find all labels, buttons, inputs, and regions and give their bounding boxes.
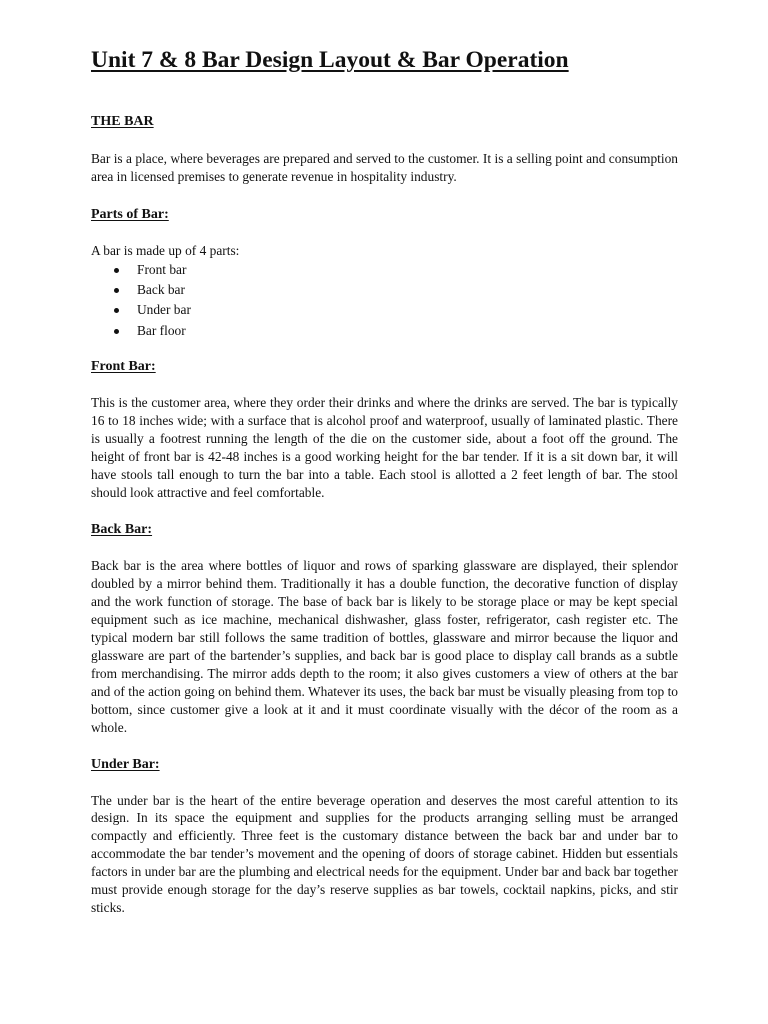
heading-under-bar: Under Bar: [91, 756, 160, 772]
bullet-icon [114, 329, 119, 334]
document-page [91, 44, 678, 917]
parts-list [91, 260, 678, 341]
paragraph-front-bar: This is the customer area, where they order their drinks and where the drinks are served. The bar is typically 16 to 18 inches wide; with a surface that is alcohol proof and waterproof, usually of laminated plastic. There is usually a footrest running the length of the die on the customer side, about a foot off the ground. The height of front bar is 42-48 inches is a good working height for the bar tender. If it is a sit down bar, it will have stools tall enough to turn the bar into a table. Each stool is allotted a 2 feet length of bar. The stool should look attractive and feel comfortable. [91, 395, 678, 500]
heading-the-bar: THE BAR [91, 114, 154, 129]
list-item-label: Under bar [137, 302, 191, 318]
document-title: Unit 7 & 8 Bar Design Layout & Bar Operation [91, 47, 569, 73]
bullet-icon [114, 288, 119, 293]
list-item-label: Bar floor [137, 322, 186, 338]
bullet-icon [114, 268, 119, 273]
bullet-icon [114, 308, 119, 313]
list-item [91, 260, 678, 280]
paragraph-back-bar: Back bar is the area where bottles of liquor and rows of sparking glassware are displayed, their splendor doubled by a mirror behind them. Traditionally it has a double function, the decorative function of display and the work function of storage. The base of back bar is likely to be storage place or may be kept special equipment such as ice machine, mechanical dishwasher, glass foster, refrigerator, cash register etc. The typical modern bar still follows the same tradition of bottles, glassware and mirror because the liquor and glassware are part of the bartender’s supplies, and back bar is good place to display call brands as a subtle from merchandising. The mirror adds depth to the room; it also gives customers a view of others at the bar and of the action going on behind them. Whatever its uses, the back bar must be visually pleasing from top to bottom, since customer give a look at it and it must coordinate visually with the décor of the room as a whole. [91, 558, 678, 735]
heading-parts-of-bar: Parts of Bar: [91, 206, 169, 222]
parts-intro: A bar is made up of 4 parts: [91, 242, 240, 258]
paragraph-under-bar: The under bar is the heart of the entire beverage operation and deserves the most careful attention to its design. In its space the equipment and supplies for the products arranging selling must be arranged compactly and efficiently. Three feet is the customary distance between the back bar and under bar to accommodate the bar tender’s movement and the opening of doors of storage cabinet. Hidden but essentials factors in under bar are the plumbing and electrical needs for the equipment. Under bar and back bar together must provide enough storage for the day’s reserve supplies as bar towels, cocktail napkins, picks, and stir sticks. [91, 792, 678, 915]
heading-front-bar: Front Bar: [91, 359, 156, 374]
list-item [91, 321, 678, 341]
heading-back-bar: Back Bar: [91, 522, 153, 538]
list-item-label: Back bar [137, 282, 185, 298]
list-item-label: Front bar [137, 261, 187, 277]
list-item [91, 300, 678, 320]
paragraph-the-bar: Bar is a place, where beverages are prepared and served to the customer. It is a selling point and consumption area in licensed premises to generate revenue in hospitality industry. [91, 151, 678, 184]
list-item [91, 280, 678, 300]
